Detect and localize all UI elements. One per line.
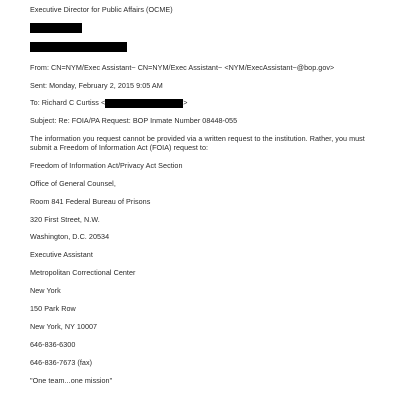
email-sent-line: Sent: Monday, February 2, 2015 9:05 AM: [30, 81, 163, 90]
address-line: Freedom of Information Act/Privacy Act Section: [30, 161, 183, 170]
email-to-suffix: >: [183, 98, 188, 107]
signature-motto: "One team...one mission": [30, 376, 113, 385]
address-line: Executive Assistant: [30, 250, 93, 259]
email-subject-line: Subject: Re: FOIA/PA Request: BOP Inmate Number 08448-055: [30, 116, 238, 125]
address-line: Office of General Counsel,: [30, 179, 116, 188]
email-from-line: From: CN=NYM/Exec Assistant~ CN=NYM/Exec Assistant~ <NYM/ExecAssistant~@bop.gov>: [30, 63, 335, 72]
address-line: 320 First Street, N.W.: [30, 215, 100, 224]
address-line: 150 Park Row: [30, 304, 76, 313]
redaction-block-title: [30, 42, 127, 52]
address-line: Washington, D.C. 20534: [30, 232, 110, 241]
email-to-line: [30, 98, 188, 108]
address-line: Metropolitan Correctional Center: [30, 268, 136, 277]
redaction-block-name: [30, 23, 82, 33]
address-line: Room 841 Federal Bureau of Prisons: [30, 197, 151, 206]
address-line: 646-836-7673 (fax): [30, 358, 93, 367]
address-line: New York, NY 10007: [30, 322, 98, 331]
email-to-prefix: To: Richard C Curtiss <: [30, 98, 106, 107]
address-line: 646-836-6300: [30, 340, 76, 349]
address-line: New York: [30, 286, 61, 295]
redaction-email-address: [105, 99, 183, 108]
header-title: Executive Director for Public Affairs (OCME): [30, 5, 173, 14]
body-paragraph: The information you request cannot be provided via a written request to the institution. Rather, you must submit a Freedom of Information Act (FOIA) request to:: [30, 134, 365, 152]
